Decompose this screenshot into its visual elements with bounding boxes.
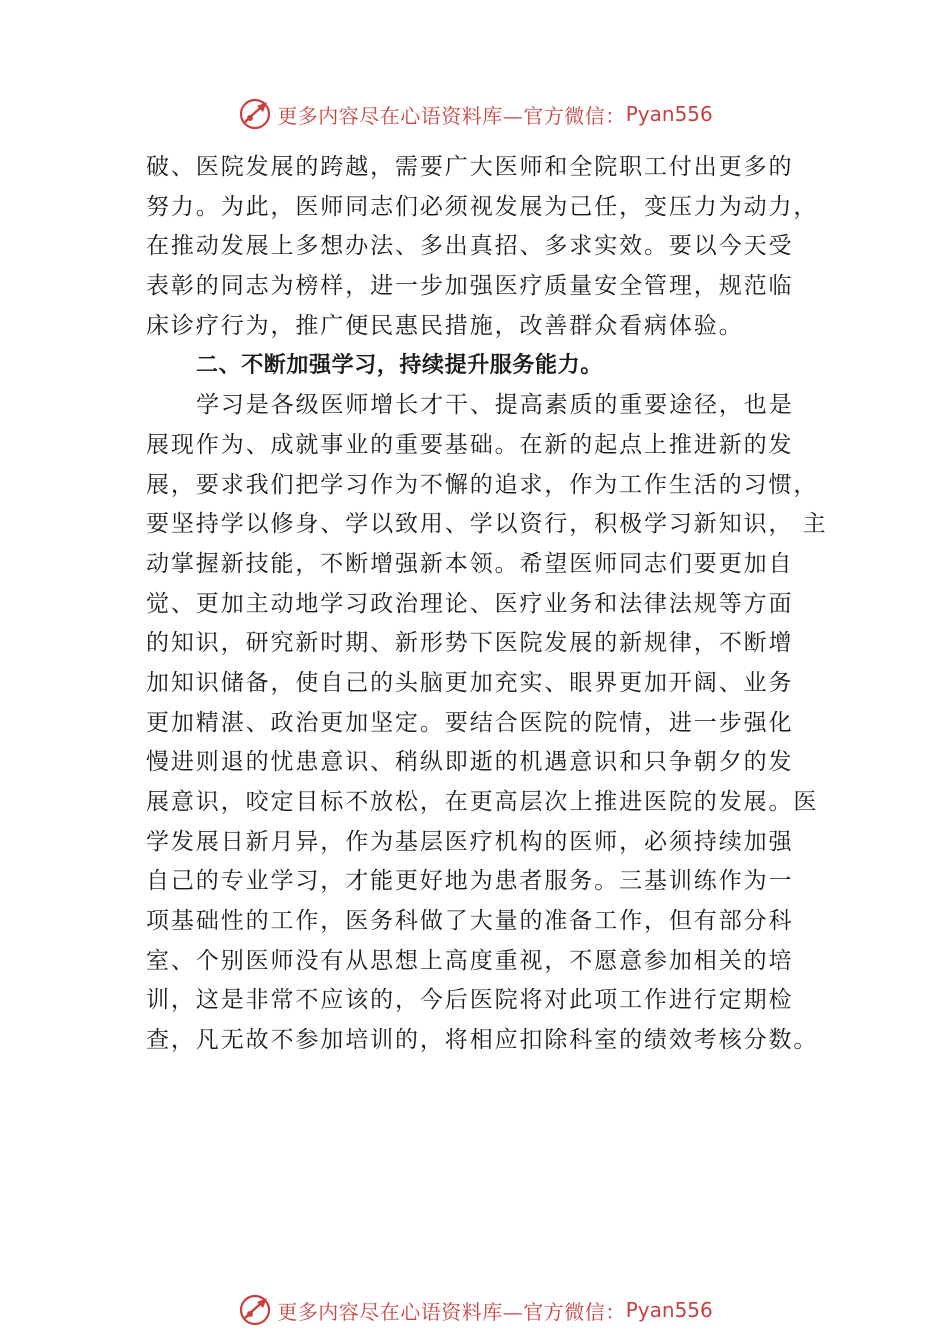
text-line: 的知识，研究新时期、新形势下医院发展的新规律，不断增 bbox=[146, 630, 794, 657]
text-line: 训，这是非常不应该的，今后医院将对此项工作进行定期检 bbox=[146, 987, 794, 1014]
logo-icon bbox=[237, 1292, 273, 1328]
document-body bbox=[146, 148, 826, 1061]
section-heading: 二、不断加强学习，持续提升服务能力。 bbox=[196, 353, 603, 379]
text-line: 展意识，咬定目标不放松，在更高层次上推进医院的发展。医 bbox=[146, 789, 819, 815]
text-line: 学习是各级医师增长才干、提高素质的重要途径，也是 bbox=[196, 392, 794, 419]
text-line: 努力。为此，医师同志们必须视发展为己任，变压力为动力， bbox=[146, 193, 819, 220]
banner-text: 更多内容尽在心语资料库—官方微信： bbox=[277, 1299, 626, 1324]
text-line: 项基础性的工作，医务科做了大量的准备工作，但有部分科 bbox=[146, 908, 794, 935]
text-line: 在推动发展上多想办法、多出真招、多求实效。要以今天受 bbox=[146, 233, 794, 260]
text-line: 破、医院发展的跨越，需要广大医师和全院职工付出更多的 bbox=[146, 154, 794, 180]
wechat-id: Pyan556 bbox=[625, 102, 713, 126]
text-line: 表彰的同志为榜样，进一步加强医疗质量安全管理，规范临 bbox=[146, 273, 794, 300]
text-line: 要坚持学以修身、学以致用、学以资行，积极学习新知识， 主 bbox=[146, 511, 828, 538]
banner-text: 更多内容尽在心语资料库—官方微信： bbox=[277, 103, 626, 128]
text-line: 室、个别医师没有从思想上高度重视，不愿意参加相关的培 bbox=[146, 947, 794, 974]
text-line: 更加精湛、政治更加坚定。要结合医院的院情，进一步强化 bbox=[146, 709, 794, 736]
header-banner bbox=[0, 94, 950, 134]
wechat-id: Pyan556 bbox=[625, 1298, 713, 1322]
text-line: 觉、更加主动地学习政治理论、医疗业务和法律法规等方面 bbox=[146, 590, 794, 617]
footer-banner bbox=[0, 1290, 950, 1330]
text-line: 展，要求我们把学习作为不懈的追求，作为工作生活的习惯， bbox=[146, 471, 819, 498]
text-line: 加知识储备，使自己的头脑更加充实、眼界更加开阔、业务 bbox=[146, 669, 794, 696]
text-line: 展现作为、成就事业的重要基础。在新的起点上推进新的发 bbox=[146, 431, 794, 458]
text-line: 动掌握新技能，不断增强新本领。希望医师同志们要更加自 bbox=[146, 550, 794, 577]
text-line: 查，凡无故不参加培训的，将相应扣除科室的绩效考核分数。 bbox=[146, 1027, 819, 1054]
text-line: 自己的专业学习，才能更好地为患者服务。三基训练作为一 bbox=[146, 868, 794, 895]
text-line: 学发展日新月异，作为基层医疗机构的医师，必须持续加强 bbox=[146, 828, 794, 855]
text-line: 慢进则退的忧患意识、稍纵即逝的机遇意识和只争朝夕的发 bbox=[146, 749, 794, 776]
text-line: 床诊疗行为，推广便民惠民措施，改善群众看病体验。 bbox=[146, 312, 744, 339]
logo-icon bbox=[237, 96, 273, 132]
